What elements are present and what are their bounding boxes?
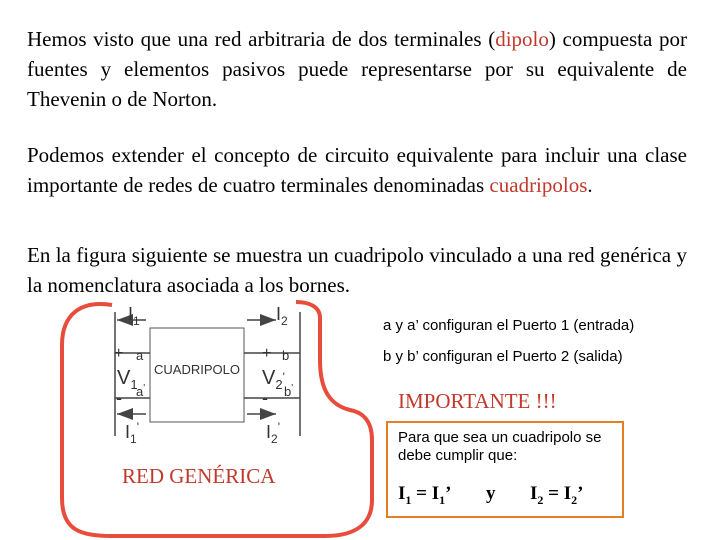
terminal-b-label: b (282, 348, 290, 363)
plus-sign-port1: + (114, 345, 124, 362)
minus-sign-port2: - (262, 388, 268, 408)
I2-prime-label: $I_2'$ (266, 420, 280, 446)
V2-label: $V_2'$ (262, 367, 285, 392)
figure-intro-paragraph: En la figura siguiente se muestra un cuadripolo vinculado a una red genérica y la nomenclatura asociada a los bornes. (27, 243, 687, 297)
condition-box (386, 421, 624, 518)
plus-sign-port2: + (262, 345, 272, 362)
terminal-a-prime-label: a' (136, 383, 146, 399)
equation-current-1: $I_1 = I_1$’ (398, 483, 452, 507)
equation-conjunction: y (486, 483, 496, 504)
I2-label: $I_2$ (276, 304, 288, 328)
port2-note: b y b’ configuran el Puerto 2 (salida) (383, 348, 623, 365)
terminal-b-prime-label: b' (284, 383, 294, 399)
dipolo-term: dipolo (495, 27, 549, 51)
port1-note: a y a’ configuran el Puerto 1 (entrada) (383, 317, 635, 334)
equation-current-2: $I_2 = I_2$’ (530, 483, 584, 507)
concept-paragraph: Podemos extender el concepto de circuito equivalente para incluir una clase importante de redes de cuatro terminales denominadas cuadripolos. (27, 143, 687, 197)
terminal-a-label: a (136, 348, 144, 363)
minus-sign-port1: - (116, 388, 122, 408)
cuadripolos-term: cuadripolos (489, 173, 588, 197)
condition-text: Para que sea un cuadripolo se debe cumplir que: (398, 429, 602, 464)
cuadripolo-label: CUADRIPOLO (154, 362, 240, 377)
intro-paragraph: Hemos visto que una red arbitraria de dos terminales (dipolo) compuesta por fuentes y elementos pasivos puede representarse por su equivalente de Thevenin o de Norton. (27, 27, 688, 111)
I1-prime-label: $I_1'$ (125, 420, 139, 446)
important-heading: IMPORTANTE !!! (398, 389, 557, 413)
generic-network-label: RED GENÉRICA (122, 464, 276, 488)
V1-label: $V_1$ (117, 367, 138, 392)
I1-label: $I_1$ (128, 304, 140, 328)
